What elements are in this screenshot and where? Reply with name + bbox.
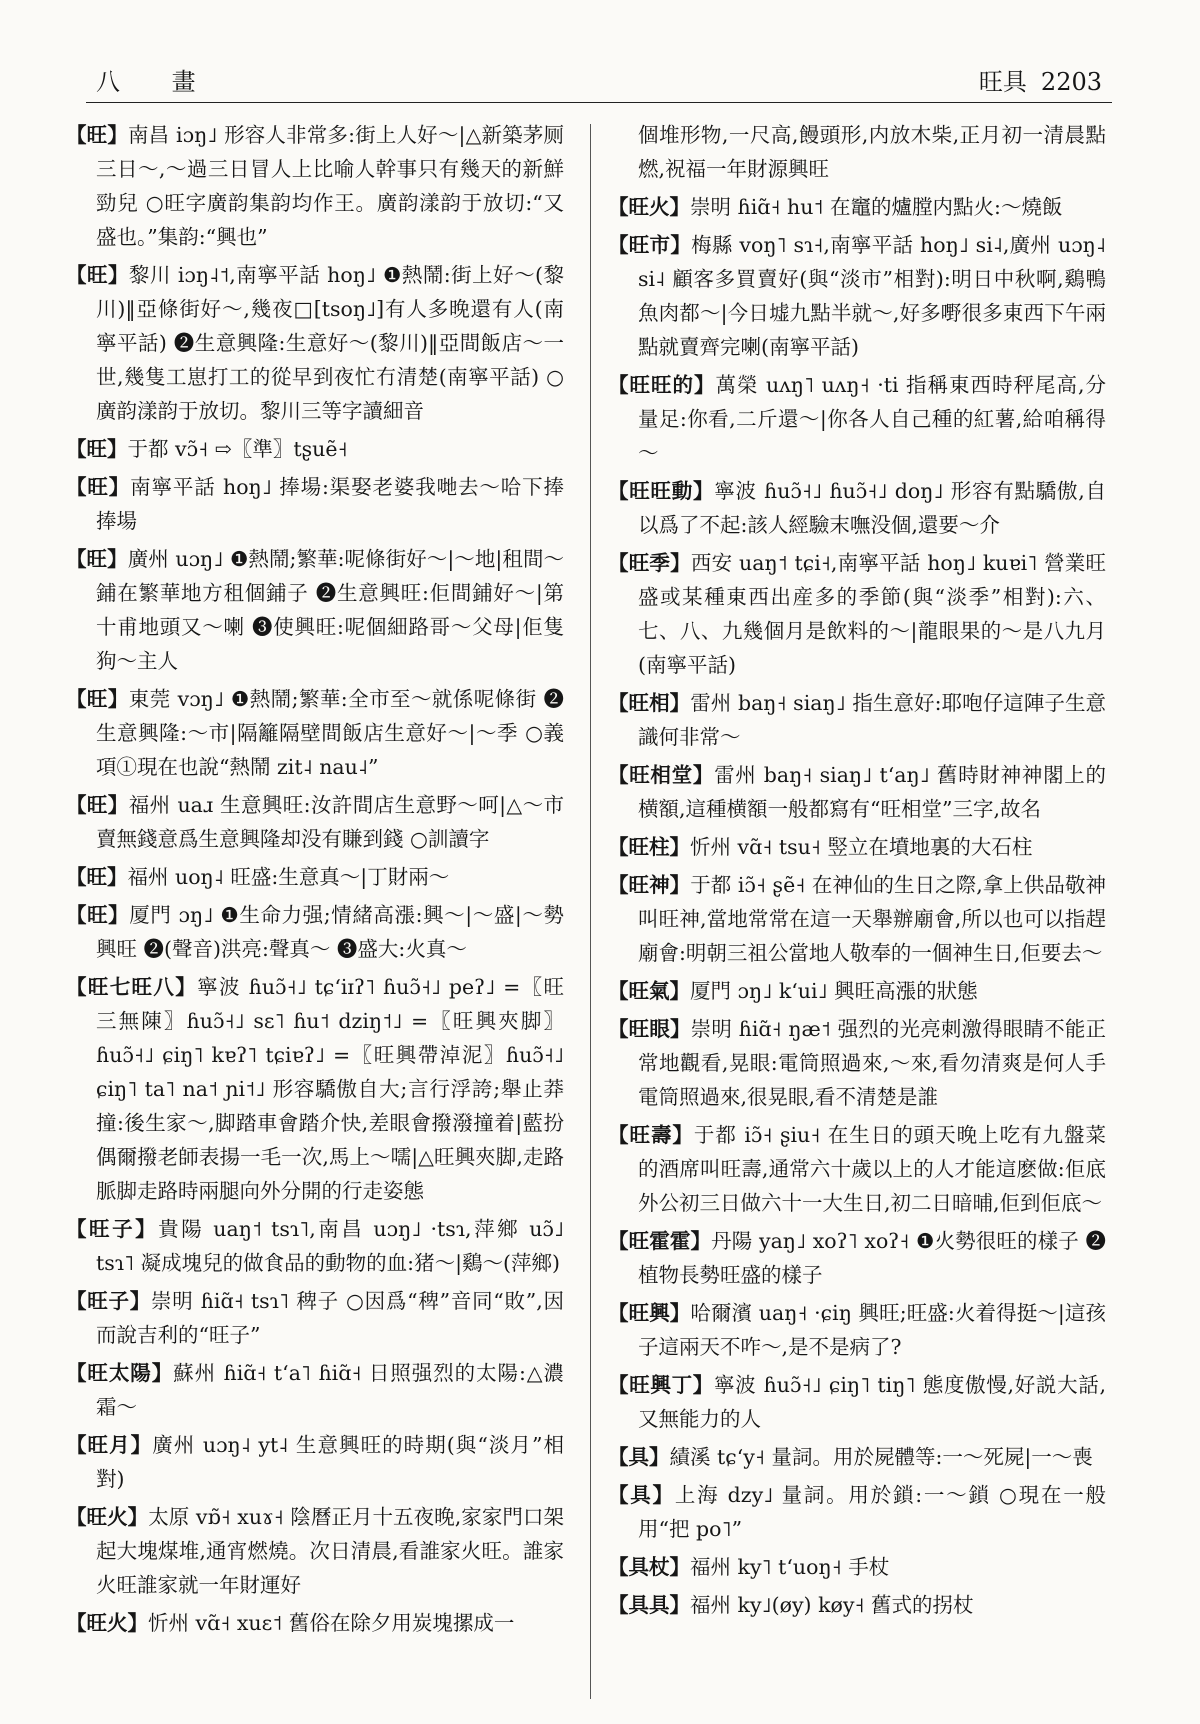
entry-headword: 【具具】 xyxy=(608,1593,690,1617)
dictionary-entry xyxy=(608,1588,1106,1622)
dictionary-entry xyxy=(608,1368,1106,1436)
running-head xyxy=(965,62,1102,97)
entry-definition: 厦門 ɔŋ˩ kʻui˩ 興旺高漲的狀態 xyxy=(690,979,978,1003)
entry-headword: 【具杖】 xyxy=(608,1555,690,1579)
entry-definition: 丹陽 yaŋ˩ xoʔ˥ xoʔ˧ ❶火勢很旺的樣子 ❷植物長勢旺盛的樣子 xyxy=(638,1229,1106,1287)
entry-headword: 【旺相】 xyxy=(608,691,691,715)
entry-headword: 【旺火】 xyxy=(66,1505,149,1529)
entry-definition: 黎川 iɔŋ˨˦,南寧平話 hoŋ˩ ❶熱鬧:街上好～(黎川)‖亞條街好～,幾夜□[tsoŋ˩]有人多晚還有人(南寧平話) ❷生意興隆:生意好～(黎川)‖亞間飯店～一世,幾隻工崽打工的從早到夜忙冇清楚(南寧平話) ○廣韵漾韵于放切。黎川三等字讀細音 xyxy=(96,263,564,423)
entry-definition: 崇明 ɦiɑ̃˧ tsɿ˥ 稗子 ○因爲“稗”音同“敗”,因而說吉利的“旺子” xyxy=(96,1289,564,1347)
dictionary-entry xyxy=(66,1428,564,1496)
entry-headword: 【旺旺動】 xyxy=(608,479,715,503)
entry-definition: 個堆形物,一尺高,饅頭形,内放木柴,正月初一清晨點燃,祝福一年財源興旺 xyxy=(638,123,1106,181)
entry-headword: 【旺】 xyxy=(66,475,131,499)
entry-definition: 忻州 vɑ̃˧ tsu˧ 竪立在墳地裏的大石柱 xyxy=(690,835,1033,859)
entry-definition: 廣州 uɔŋ˨ yt˨ 生意興旺的時期(與“淡月”相對) xyxy=(96,1433,564,1491)
entry-definition: 福州 ky˥ tʻuoŋ˧ 手杖 xyxy=(690,1555,890,1579)
entry-definition: 寧波 ɦuɔ̃˧˩ ɦuɔ̃˧˩ doŋ˩ 形容有點驕傲,自以爲了不起:該人經驗末嘸没個,還要～介 xyxy=(638,479,1106,537)
entry-headword: 【旺】 xyxy=(66,687,129,711)
entry-definition: 萬榮 uʌŋ˥ uʌŋ˧ ·ti 指稱東西時秤尾高,分量足:你看,二斤還～|你各人自己種的紅薯,給咱稱得～ xyxy=(638,373,1106,465)
entry-definition: 于都 iɔ̃˧ ʂiu˧ 在生日的頭天晚上吃有九盤菜的酒席叫旺壽,通常六十歲以上的人才能這麽做:佢底外公初三日做六十一大生日,初二日暗晡,佢到佢底～ xyxy=(638,1123,1106,1215)
header-keyword: 旺具 xyxy=(978,68,1027,96)
entry-definition: 上海 dzy˩ 量詞。用於鎖:一～鎖 ○現在一般用“把 po˥” xyxy=(638,1483,1106,1541)
entry-headword: 【旺氣】 xyxy=(608,979,690,1003)
entry-definition: 寧波 ɦuɔ̃˧˩ ɕiŋ˥ tiŋ˥ 態度傲慢,好説大話,又無能力的人 xyxy=(638,1373,1106,1431)
entry-definition: 太原 vɒ̃˧ xuɤ˧ 陰曆正月十五夜晚,家家門口架起大塊煤堆,通宵燃燒。次日清晨,看誰家火旺。誰家火旺誰家就一年財運好 xyxy=(96,1505,564,1597)
dictionary-entry xyxy=(66,682,564,784)
dictionary-entry xyxy=(608,474,1106,542)
dictionary-entry xyxy=(608,868,1106,970)
entry-headword: 【旺興丁】 xyxy=(608,1373,714,1397)
entry-headword: 【旺】 xyxy=(66,793,129,817)
section-title: 八 畫 xyxy=(96,68,218,96)
entry-definition: 貴陽 uaŋ˦ tsɿ˥,南昌 uɔŋ˩ ·tsɿ,萍鄉 uɔ̃˩ tsɿ˥ 凝成塊兒的做食品的動物的血:猪～|鷄～(萍鄉) xyxy=(96,1217,564,1275)
entry-headword: 【旺】 xyxy=(66,903,130,927)
dictionary-entry xyxy=(66,258,564,428)
entry-headword: 【旺子】 xyxy=(66,1217,159,1241)
dictionary-entry xyxy=(66,788,564,856)
entry-headword: 【具】 xyxy=(608,1483,675,1507)
dictionary-entry xyxy=(608,1296,1106,1364)
dictionary-entry xyxy=(66,432,564,466)
entry-headword: 【旺旺的】 xyxy=(608,373,716,397)
entry-headword: 【旺霍霍】 xyxy=(608,1229,712,1253)
entry-headword: 【旺柱】 xyxy=(608,835,690,859)
entry-headword: 【旺市】 xyxy=(608,233,692,257)
dictionary-entry xyxy=(608,1224,1106,1292)
entry-definition: 哈爾濱 uaŋ˧ ·ɕiŋ 興旺;旺盛:火着得挺～|這孩子這兩天不咋～,是不是病了? xyxy=(638,1301,1106,1359)
entry-headword: 【旺太陽】 xyxy=(66,1361,174,1385)
dictionary-entry xyxy=(608,118,1106,186)
dictionary-entry xyxy=(608,1478,1106,1546)
dictionary-entry xyxy=(66,860,564,894)
dictionary-entry xyxy=(608,1118,1106,1220)
entry-definition: 西安 uaŋ˦ tɕi˧,南寧平話 hoŋ˩ kuɐi˥ 營業旺盛或某種東西出産多的季節(與“淡季”相對):六、七、八、九幾個月是飲料的～|龍眼果的～是八九月(南寧平話) xyxy=(638,551,1106,677)
entry-definition: 于都 vɔ̃˧ ⇨〖準〗tʂuẽ˧ xyxy=(127,437,348,461)
entry-headword: 【旺火】 xyxy=(608,195,690,219)
entry-headword: 【旺】 xyxy=(66,437,128,461)
dictionary-entry xyxy=(66,542,564,678)
entry-definition: 南寧平話 hoŋ˩ 捧場:渠娶老婆我哋去～哈下捧捧場 xyxy=(96,475,564,533)
dictionary-entry xyxy=(608,228,1106,364)
entry-definition: 寧波 ɦuɔ̃˧˩ tɕʻiɪʔ˥ ɦuɔ̃˧˩ peʔ˩ =〖旺三無陳〗ɦuɔ̃˧˩ sɛ˥ ɦu˦ dziŋ˦˩ =〖旺興夾脚〗ɦuɔ̃˧˩ ɕiŋ˥ kɐʔ˥ tɕiɐʔ˩ =〖旺興帶淖泥〗ɦuɔ̃˧˩ ɕiŋ˥ ta˥ na˦ ɲi˦˩ 形容驕傲自大;言行浮誇;舉止莽撞:後生家～,脚踏車會踏介快,差眼會撥潑撞着|藍扮偶爾撥老師表揚一毛一次,馬上～嚅|△旺興夾脚,走路脈脚走路時兩腿向外分開的行走姿態 xyxy=(96,975,564,1203)
entry-headword: 【旺興】 xyxy=(608,1301,691,1325)
entry-headword: 【旺火】 xyxy=(66,1611,148,1635)
left-column xyxy=(66,118,564,1698)
entry-headword: 【旺子】 xyxy=(66,1289,151,1313)
dictionary-entry xyxy=(608,1012,1106,1114)
entry-definition: 福州 ky˩(øy) køy˧ 舊式的拐杖 xyxy=(690,1593,974,1617)
dictionary-entry xyxy=(608,190,1106,224)
entry-definition: 崇明 ɦiɑ̃˧ hu˦ 在竈的爐膛内點火:～燒飯 xyxy=(690,195,1063,219)
entry-headword: 【旺眼】 xyxy=(608,1017,691,1041)
entry-headword: 【旺七旺八】 xyxy=(66,975,198,999)
dictionary-entry xyxy=(66,118,564,254)
dictionary-entry xyxy=(66,1212,564,1280)
entry-headword: 【旺相堂】 xyxy=(608,763,715,787)
entry-definition: 雷州 baŋ˧ siaŋ˩ 指生意好:耶咆仔這陣子生意識何非常～ xyxy=(638,691,1106,749)
entry-definition: 厦門 ɔŋ˩ ❶生命力强;情緒高漲:興～|～盛|～勢興旺 ❷(聲音)洪亮:聲真～ ❸盛大:火真～ xyxy=(96,903,564,961)
entry-headword: 【旺壽】 xyxy=(608,1123,694,1147)
page-number: 2203 xyxy=(1040,68,1102,96)
entry-definition: 南昌 iɔŋ˩ 形容人非常多:街上人好～|△新築茅厕三日～,～過三日冒人上比喻人幹事只有幾天的新鮮勁兒 ○旺字廣韵集韵均作王。廣韵漾韵于放切:“又盛也。”集韵:“興也” xyxy=(96,123,564,249)
right-column xyxy=(608,118,1106,1698)
dictionary-entry xyxy=(66,970,564,1208)
entry-headword: 【具】 xyxy=(608,1445,670,1469)
entry-headword: 【旺】 xyxy=(66,263,129,287)
dictionary-entry xyxy=(66,1500,564,1602)
entry-definition: 蘇州 ɦiɑ̃˧ tʻa˥ ɦiɑ̃˧ 日照强烈的太陽:△濃霜～ xyxy=(96,1361,564,1419)
column-divider xyxy=(590,124,591,1699)
entry-definition: 福州 uaɹ 生意興旺:汝許間店生意野～呵|△～市賣無錢意爲生意興隆却没有賺到錢 ○訓讀字 xyxy=(96,793,564,851)
dictionary-entry xyxy=(608,830,1106,864)
entry-definition: 梅縣 voŋ˥ sɿ˧,南寧平話 hoŋ˩ si˨,廣州 uɔŋ˨ si˨ 顧客多買賣好(與“淡市”相對):明日中秋啊,鷄鴨魚肉都～|今日墟九點半就～,好多嘢很多東西下午兩點就賣齊完喇(南寧平話) xyxy=(638,233,1106,359)
entry-headword: 【旺月】 xyxy=(66,1433,153,1457)
entry-headword: 【旺季】 xyxy=(608,551,691,575)
entry-definition: 忻州 vɑ̃˧ xuɛ˦ 舊俗在除夕用炭塊摞成一 xyxy=(148,1611,515,1635)
entry-definition: 廣州 uɔŋ˩ ❶熱鬧;繁華:呢條街好～|～地|租間～鋪在繁華地方租個鋪子 ❷生意興旺:佢間鋪好～|第十甫地頭又～喇 ❸使興旺:呢個細路哥～父母|佢隻狗～主人 xyxy=(96,547,564,673)
entry-headword: 【旺神】 xyxy=(608,873,691,897)
page-header xyxy=(86,56,1112,103)
entry-definition: 于都 iɔ̃˧ ʂẽ˧ 在神仙的生日之際,拿上供品敬神叫旺神,當地常常在這一天舉辦廟會,所以也可以指趕廟會:明朝三祖公當地人敬奉的一個神生日,佢要去～ xyxy=(638,873,1106,965)
dictionary-entry xyxy=(608,1550,1106,1584)
entry-headword: 【旺】 xyxy=(66,865,128,889)
entry-headword: 【旺】 xyxy=(66,547,128,571)
dictionary-entry xyxy=(66,1606,564,1640)
dictionary-entry xyxy=(66,1356,564,1424)
dictionary-entry xyxy=(66,470,564,538)
entry-headword: 【旺】 xyxy=(66,123,129,147)
entry-definition: 雷州 baŋ˧ siaŋ˩ tʻaŋ˩ 舊時財神神閣上的横額,這種横額一般都寫有“旺相堂”三字,故名 xyxy=(638,763,1106,821)
entry-definition: 崇明 ɦiɑ̃˧ ŋæ˦ 强烈的光亮刺激得眼睛不能正常地觀看,晃眼:電筒照過來,～來,看勿清爽是何人手電筒照過來,很晃眼,看不清楚是誰 xyxy=(638,1017,1106,1109)
dictionary-entry xyxy=(608,546,1106,682)
dictionary-entry xyxy=(608,368,1106,470)
dictionary-entry xyxy=(66,898,564,966)
entry-definition: 東莞 vɔŋ˩ ❶熱鬧;繁華:全市至～就係呢條街 ❷生意興隆:～市|隔籬隔壁間飯店生意好～|～季 ○義項①現在也說“熱鬧 zit˨ nau˨” xyxy=(96,687,564,779)
dictionary-entry xyxy=(66,1284,564,1352)
dictionary-entry xyxy=(608,686,1106,754)
dictionary-entry xyxy=(608,974,1106,1008)
entry-definition: 福州 uoŋ˨ 旺盛:生意真～|丁財兩～ xyxy=(127,865,450,889)
dictionary-entry xyxy=(608,758,1106,826)
dictionary-entry xyxy=(608,1440,1106,1474)
entry-definition: 績溪 tɕʻy˧ 量詞。用於屍體等:一～死屍|一～喪 xyxy=(669,1445,1093,1469)
